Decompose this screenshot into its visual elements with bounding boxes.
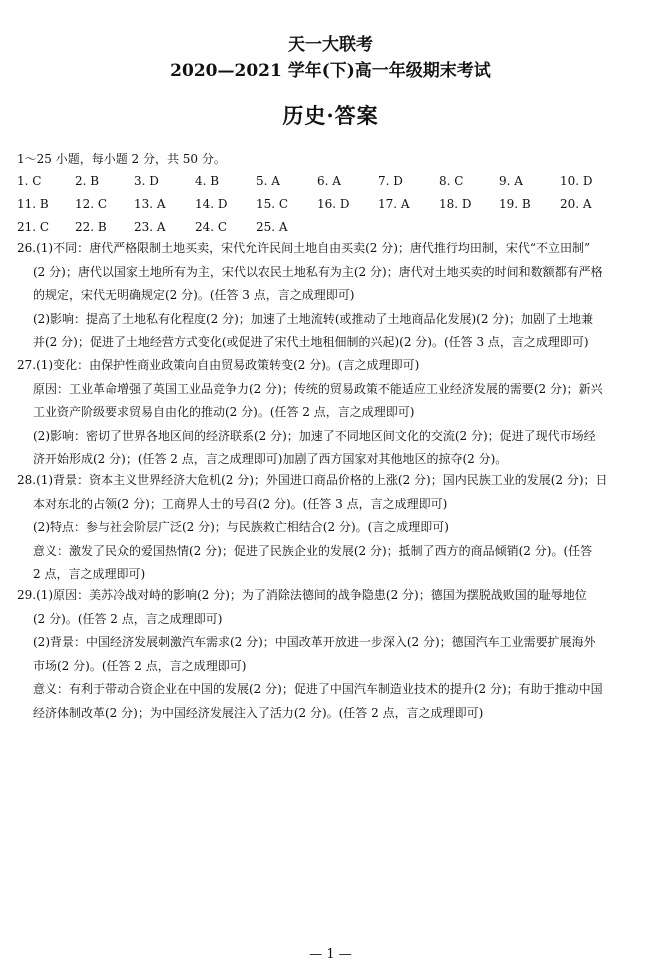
answer-row: [17, 174, 647, 190]
answer-item: 9. A: [499, 174, 523, 188]
answer-line: (2 分)；唐代以国家土地所有为主，宋代以农民土地私有为主(2 分)；唐代对土地买卖的时间和数额都有严格: [33, 264, 603, 279]
answer-line: (2)影响：提高了土地私有化程度(2 分)；加速了土地流转(或推动了土地商品化发展)(2 分)；加剧了土地兼: [33, 311, 593, 326]
answer-item: 25. A: [256, 220, 288, 234]
answer-line: (2)特点：参与社会阶层广泛(2 分)；与民族救亡相结合(2 分)。(言之成理即可): [33, 520, 449, 534]
exam-org-title: 天一大联考: [288, 35, 373, 55]
answer-item: 19. B: [499, 197, 531, 211]
question-26-answer: [17, 237, 647, 355]
answer-item: 15. C: [256, 197, 289, 211]
answer-line: 经济体制改革(2 分)；为中国经济发展注入了活力(2 分)。(任答 2 点，言之成理即可): [33, 705, 484, 720]
answer-line: 济开始形成(2 分)；(任答 2 点，言之成理即可)加剧了西方国家对其他地区的掠夺(2 分)。: [33, 452, 508, 466]
answer-item: 22. B: [75, 220, 107, 234]
answer-line: 的规定，宋代无明确规定(2 分)。(任答 3 点，言之成理即可): [33, 288, 355, 302]
answer-item: 3. D: [134, 174, 159, 188]
subject-title: 历史·答案: [282, 103, 379, 128]
answer-line: (2)背景：中国经济发展刺激汽车需求(2 分)；中国改革开放进一步深入(2 分)；德国汽车工业需要扩展海外: [33, 635, 596, 649]
page-number: — 1 —: [309, 947, 352, 962]
answer-item: 20. A: [560, 197, 592, 211]
answer-item: 13. A: [134, 197, 166, 211]
question-28-answer: [17, 469, 647, 587]
answer-line: 意义：激发了民众的爱国热情(2 分)；促进了民族企业的发展(2 分)；抵制了西方的商品倾销(2 分)。(任答: [33, 543, 593, 558]
choice-intro: 1～25 小题，每小题 2 分，共 50 分。: [17, 152, 226, 166]
answer-item: 6. A: [317, 174, 341, 188]
answer-row: [17, 197, 647, 213]
answer-item: 16. D: [317, 197, 350, 211]
answer-line: 27.(1)变化：由保护性商业政策向自由贸易政策转变(2 分)。(言之成理即可): [17, 358, 420, 372]
answer-item: 5. A: [256, 174, 280, 188]
answer-item: 17. A: [378, 197, 410, 211]
answer-line: 本对东北的占领(2 分)；工商界人士的号召(2 分)。(任答 3 点，言之成理即可): [33, 496, 448, 511]
answer-line: 2 点，言之成理即可): [33, 567, 146, 581]
answer-line: 并(2 分)；促进了土地经营方式变化(或促进了宋代土地租佃制的兴起)(2 分)。(任答 3 点，言之成理即可): [33, 335, 589, 349]
answer-line: 28.(1)背景：资本主义世界经济大危机(2 分)；外国进口商品价格的上涨(2 分)；国内民族工业的发展(2 分)；日: [17, 473, 608, 487]
answer-item: 1. C: [17, 174, 42, 188]
answer-line: (2)影响：密切了世界各地区间的经济联系(2 分)；加速了不同地区间文化的交流(2 分)；促进了现代市场经: [33, 428, 596, 443]
answer-line: 市场(2 分)。(任答 2 点，言之成理即可): [33, 658, 247, 673]
exam-name-title: 2020—2021 学年(下)高一年级期末考试: [170, 61, 491, 81]
question-29-answer: [17, 584, 647, 725]
answer-item: 11. B: [17, 197, 49, 211]
answer-item: 21. C: [17, 220, 50, 234]
answer-row: [17, 220, 647, 236]
answer-line: 工业资产阶级要求贸易自由化的推动(2 分)。(任答 2 点，言之成理即可): [33, 405, 415, 419]
answer-item: 4. B: [195, 174, 220, 188]
answer-item: 7. D: [378, 174, 403, 188]
answer-line: 原因：工业革命增强了英国工业品竞争力(2 分)；传统的贸易政策不能适应工业经济发展的需要(2 分)；新兴: [33, 381, 603, 396]
answer-item: 23. A: [134, 220, 166, 234]
answer-item: 14. D: [195, 197, 228, 211]
answer-item: 10. D: [560, 174, 593, 188]
answer-item: 2. B: [75, 174, 100, 188]
answer-line: 意义：有利于带动合资企业在中国的发展(2 分)；促进了中国汽车制造业技术的提升(2 分)；有助于推动中国: [33, 682, 603, 696]
answer-line: 26.(1)不同：唐代严格限制土地买卖，宋代允许民间土地自由买卖(2 分)；唐代推行均田制，宋代“不立田制”: [17, 241, 591, 255]
answer-item: 24. C: [195, 220, 228, 234]
answer-item: 18. D: [439, 197, 472, 211]
question-27-answer: [17, 354, 647, 472]
answer-item: 12. C: [75, 197, 108, 211]
answer-line: (2 分)。(任答 2 点，言之成理即可): [33, 611, 223, 626]
answer-item: 8. C: [439, 174, 464, 188]
answer-line: 29.(1)原因：美苏冷战对峙的影响(2 分)；为了消除法德间的战争隐患(2 分)；德国为摆脱战败国的耻辱地位: [17, 588, 587, 602]
